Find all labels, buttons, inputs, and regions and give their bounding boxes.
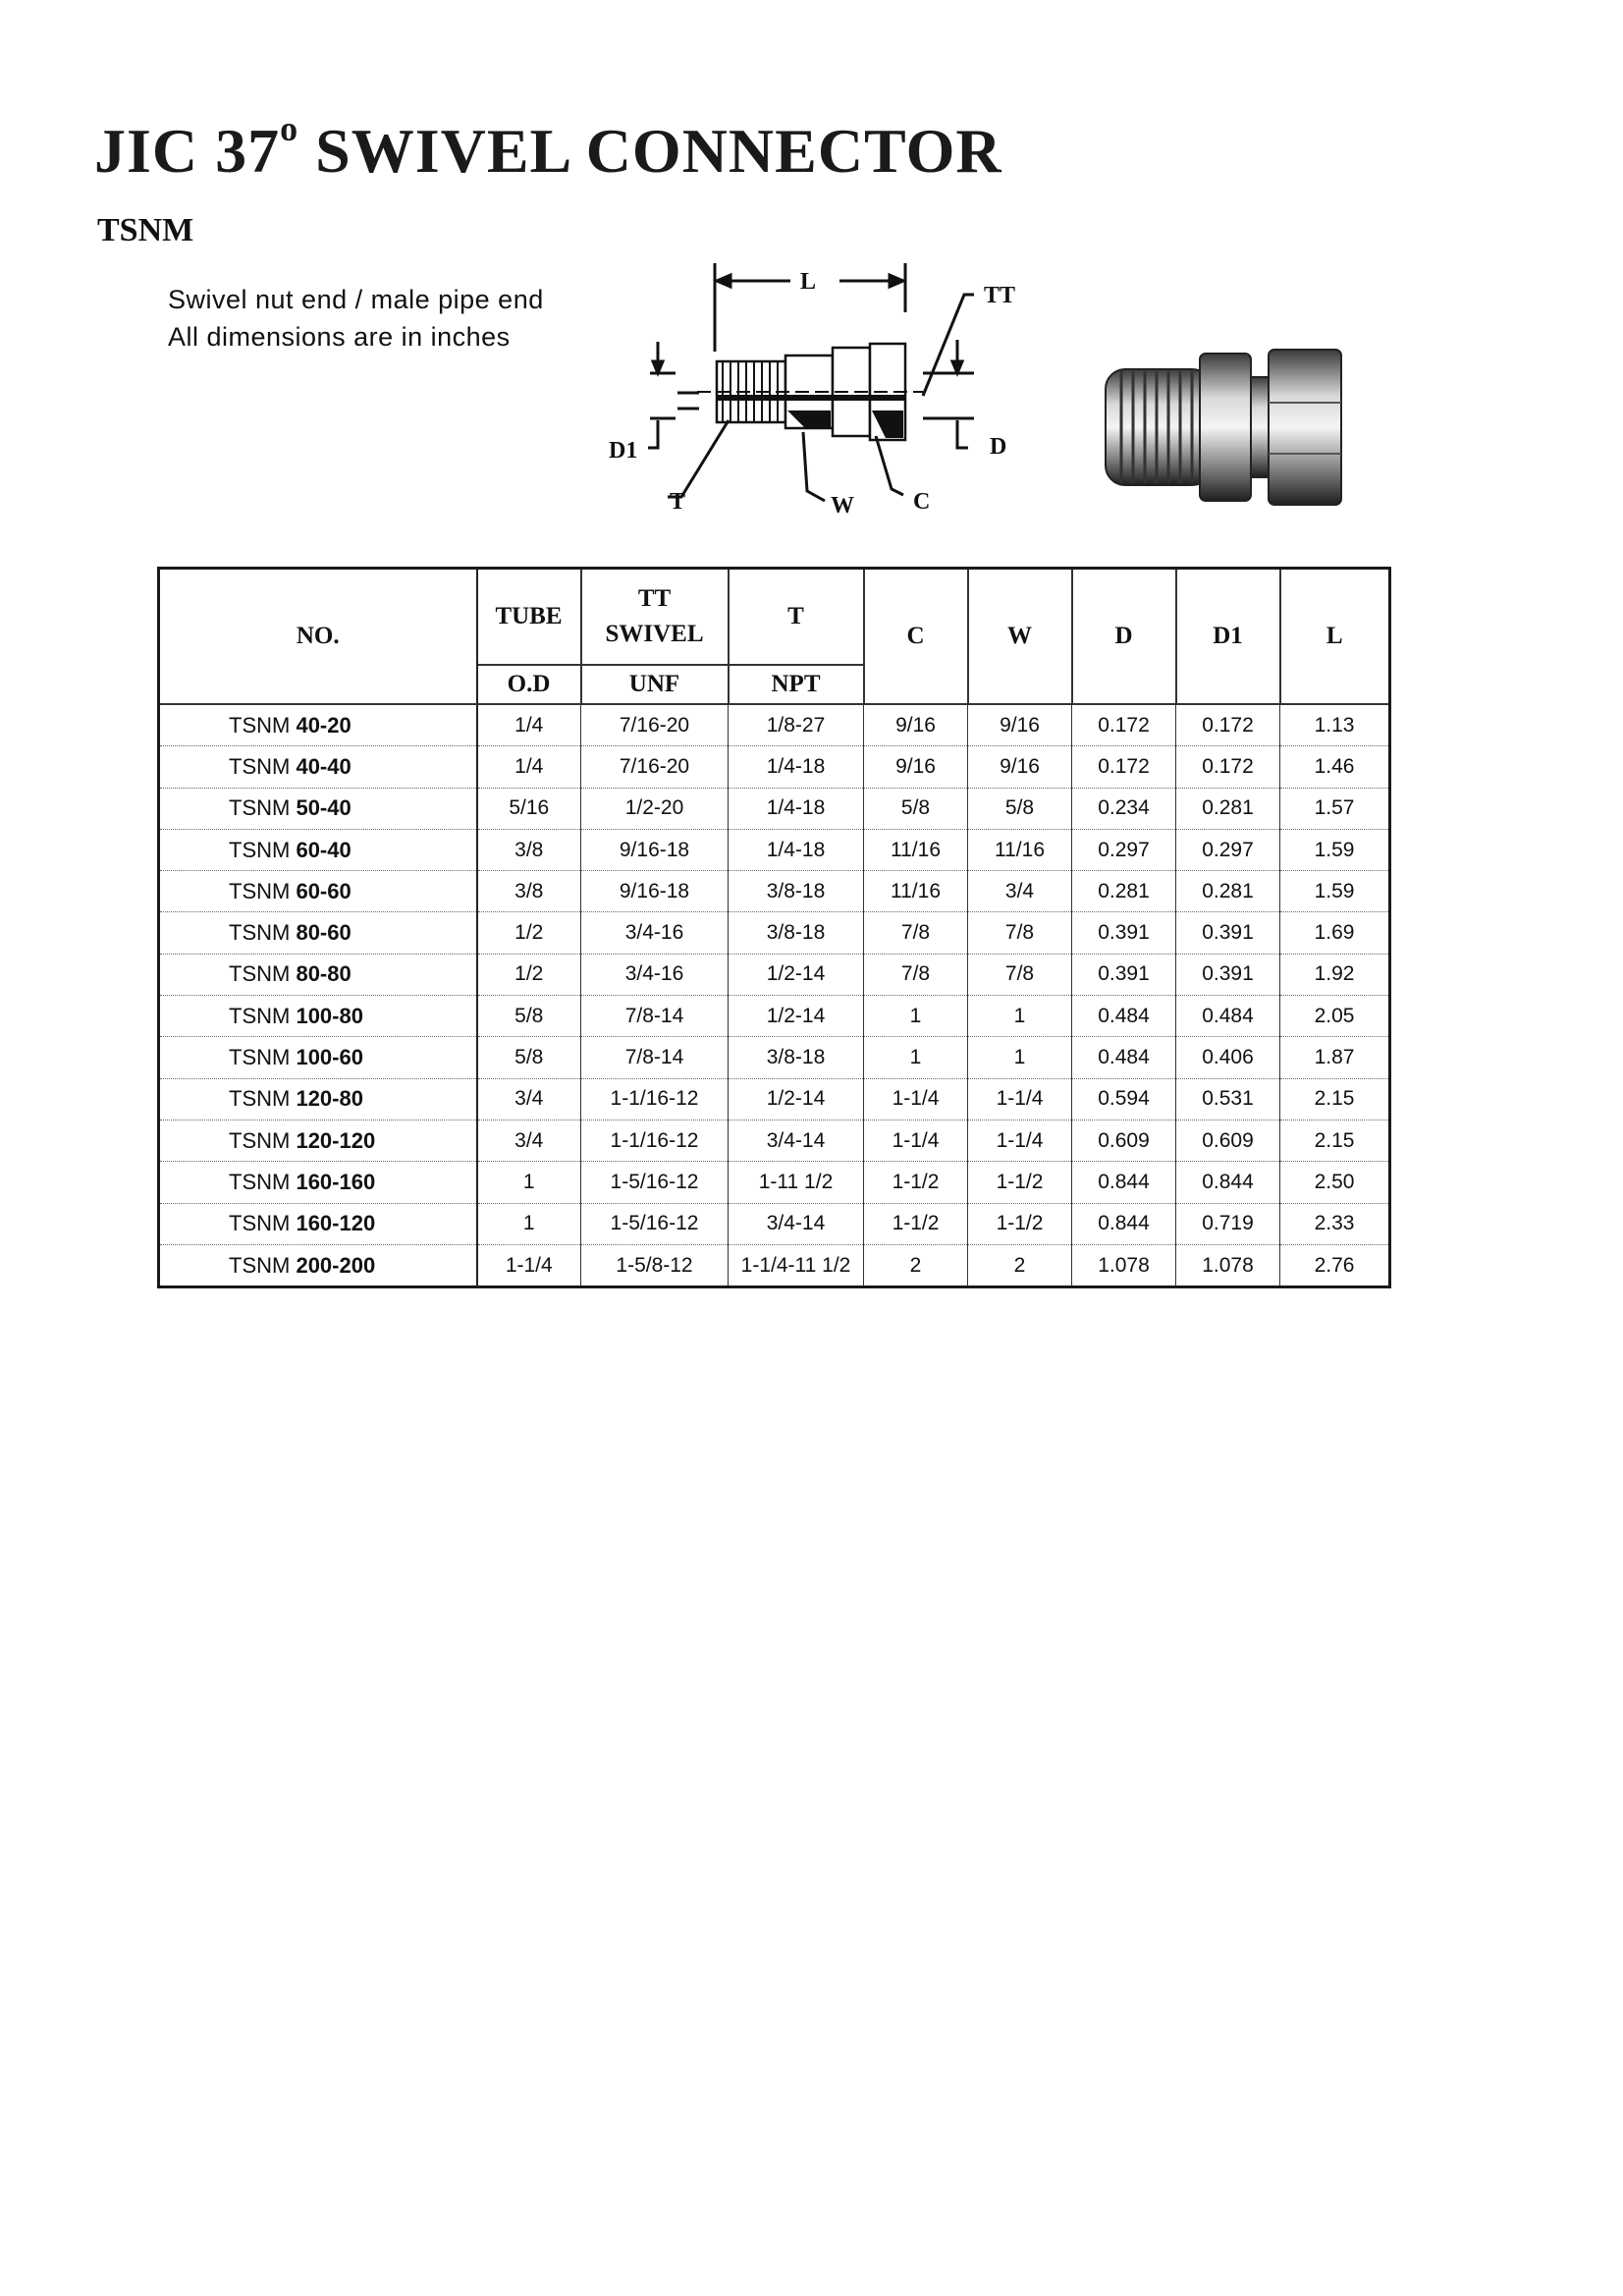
- cell-c: 11/16: [864, 829, 968, 870]
- cell-tube: 3/8: [477, 829, 581, 870]
- cell-w: 1: [968, 996, 1072, 1037]
- cell-c: 11/16: [864, 871, 968, 912]
- cell-tube: 3/8: [477, 871, 581, 912]
- header-d: D: [1072, 569, 1176, 705]
- cell-part-number: TSNM 80-80: [159, 954, 477, 995]
- cell-part-number: TSNM 120-120: [159, 1120, 477, 1161]
- header-no: NO.: [159, 569, 477, 705]
- cell-tt: 3/4-16: [581, 912, 729, 954]
- cell-tt: 7/16-20: [581, 704, 729, 746]
- cell-c: 9/16: [864, 746, 968, 788]
- cell-part-number: TSNM 100-60: [159, 1037, 477, 1078]
- cell-w: 9/16: [968, 746, 1072, 788]
- cell-part-number: TSNM 50-40: [159, 788, 477, 829]
- table-row: [159, 829, 1390, 870]
- cell-d: 1.078: [1072, 1244, 1176, 1286]
- cell-tt: 1-5/8-12: [581, 1244, 729, 1286]
- cell-c: 5/8: [864, 788, 968, 829]
- cell-t: 1/4-18: [729, 788, 864, 829]
- cell-d1: 0.281: [1176, 871, 1280, 912]
- cell-c: 7/8: [864, 954, 968, 995]
- cell-tube: 1/2: [477, 912, 581, 954]
- cell-d: 0.172: [1072, 704, 1176, 746]
- cell-t: 1/4-18: [729, 829, 864, 870]
- cell-d1: 0.281: [1176, 788, 1280, 829]
- cell-w: 11/16: [968, 829, 1072, 870]
- description-line: Swivel nut end / male pipe end: [168, 285, 544, 314]
- cell-d: 0.484: [1072, 1037, 1176, 1078]
- model-code: TSNM: [97, 212, 194, 248]
- cell-l: 1.13: [1280, 704, 1390, 746]
- table-header-row: [159, 569, 1390, 666]
- cell-t: 1/2-14: [729, 1078, 864, 1120]
- cell-d1: 1.078: [1176, 1244, 1280, 1286]
- dimension-label-l: L: [800, 269, 817, 295]
- header-d1: D1: [1176, 569, 1280, 705]
- header-tt: TT SWIVEL: [581, 569, 729, 666]
- cell-tt: 7/16-20: [581, 746, 729, 788]
- cell-d1: 0.484: [1176, 996, 1280, 1037]
- cell-c: 1-1/4: [864, 1120, 968, 1161]
- description: [168, 281, 544, 355]
- cell-part-number: TSNM 160-120: [159, 1203, 477, 1244]
- cell-d: 0.281: [1072, 871, 1176, 912]
- cell-tube: 1: [477, 1162, 581, 1203]
- page-title: JIC 37$^o$ SWIVEL CONNECTOR: [94, 109, 1002, 186]
- table-row: [159, 704, 1390, 746]
- dimension-label-t: T: [670, 489, 686, 515]
- dimension-label-d1: D1: [609, 438, 638, 464]
- dimension-label-c: C: [913, 489, 931, 515]
- cell-d: 0.297: [1072, 829, 1176, 870]
- table-row: [159, 1244, 1390, 1286]
- cell-c: 1-1/4: [864, 1078, 968, 1120]
- cell-tt: 1-5/16-12: [581, 1162, 729, 1203]
- cell-tube: 1-1/4: [477, 1244, 581, 1286]
- cell-d: 0.172: [1072, 746, 1176, 788]
- cell-d1: 0.609: [1176, 1120, 1280, 1161]
- cell-d1: 0.844: [1176, 1162, 1280, 1203]
- cell-tt: 1/2-20: [581, 788, 729, 829]
- cell-w: 3/4: [968, 871, 1072, 912]
- cell-d1: 0.297: [1176, 829, 1280, 870]
- cell-t: 1/8-27: [729, 704, 864, 746]
- table-row: [159, 1078, 1390, 1120]
- cell-c: 1: [864, 1037, 968, 1078]
- cell-l: 1.59: [1280, 829, 1390, 870]
- cell-c: 2: [864, 1244, 968, 1286]
- cell-d: 0.609: [1072, 1120, 1176, 1161]
- cell-l: 1.87: [1280, 1037, 1390, 1078]
- cell-l: 1.69: [1280, 912, 1390, 954]
- dimension-table: [157, 567, 1391, 1288]
- cell-d1: 0.406: [1176, 1037, 1280, 1078]
- table-row: [159, 912, 1390, 954]
- cell-part-number: TSNM 60-60: [159, 871, 477, 912]
- table-row: [159, 746, 1390, 788]
- cell-tt: 7/8-14: [581, 1037, 729, 1078]
- cell-part-number: TSNM 160-160: [159, 1162, 477, 1203]
- cell-tube: 5/8: [477, 996, 581, 1037]
- cell-d1: 0.391: [1176, 954, 1280, 995]
- fitting-photo: [1098, 344, 1347, 511]
- cell-t: 3/4-14: [729, 1120, 864, 1161]
- cell-w: 9/16: [968, 704, 1072, 746]
- table-row: [159, 1120, 1390, 1161]
- cell-w: 7/8: [968, 954, 1072, 995]
- cell-t: 1-11 1/2: [729, 1162, 864, 1203]
- cell-tt: 1-1/16-12: [581, 1078, 729, 1120]
- cell-t: 1-1/4-11 1/2: [729, 1244, 864, 1286]
- table-row: [159, 996, 1390, 1037]
- cell-t: 1/2-14: [729, 996, 864, 1037]
- cell-tube: 3/4: [477, 1078, 581, 1120]
- header-t: T: [729, 569, 864, 666]
- cell-d1: 0.531: [1176, 1078, 1280, 1120]
- table-row: [159, 1037, 1390, 1078]
- cell-tube: 1/4: [477, 746, 581, 788]
- cell-d: 0.234: [1072, 788, 1176, 829]
- cell-l: 2.15: [1280, 1120, 1390, 1161]
- cell-t: 1/2-14: [729, 954, 864, 995]
- fitting-dimension-diagram: [599, 263, 1060, 519]
- cell-w: 1-1/2: [968, 1162, 1072, 1203]
- cell-tube: 5/16: [477, 788, 581, 829]
- cell-w: 7/8: [968, 912, 1072, 954]
- cell-tt: 1-1/16-12: [581, 1120, 729, 1161]
- cell-t: 1/4-18: [729, 746, 864, 788]
- cell-l: 1.57: [1280, 788, 1390, 829]
- table-row: [159, 954, 1390, 995]
- table-row: [159, 1162, 1390, 1203]
- cell-tube: 1: [477, 1203, 581, 1244]
- cell-part-number: TSNM 40-40: [159, 746, 477, 788]
- cell-d: 0.391: [1072, 912, 1176, 954]
- cell-l: 2.76: [1280, 1244, 1390, 1286]
- cell-tt: 9/16-18: [581, 829, 729, 870]
- cell-part-number: TSNM 200-200: [159, 1244, 477, 1286]
- cell-t: 3/8-18: [729, 1037, 864, 1078]
- cell-tube: 3/4: [477, 1120, 581, 1161]
- table-row: [159, 788, 1390, 829]
- cell-tube: 5/8: [477, 1037, 581, 1078]
- cell-d: 0.844: [1072, 1203, 1176, 1244]
- cell-t: 3/8-18: [729, 871, 864, 912]
- description-line: All dimensions are in inches: [168, 322, 511, 352]
- header-tube: TUBE: [477, 569, 581, 666]
- cell-tt: 7/8-14: [581, 996, 729, 1037]
- cell-c: 1: [864, 996, 968, 1037]
- cell-tt: 3/4-16: [581, 954, 729, 995]
- cell-d: 0.484: [1072, 996, 1176, 1037]
- cell-d1: 0.719: [1176, 1203, 1280, 1244]
- cell-part-number: TSNM 40-20: [159, 704, 477, 746]
- cell-l: 2.15: [1280, 1078, 1390, 1120]
- subheader-tube: O.D: [477, 665, 581, 704]
- cell-tube: 1/2: [477, 954, 581, 995]
- cell-tt: 9/16-18: [581, 871, 729, 912]
- subheader-tt: UNF: [581, 665, 729, 704]
- cell-l: 1.59: [1280, 871, 1390, 912]
- cell-w: 1-1/4: [968, 1078, 1072, 1120]
- cell-part-number: TSNM 120-80: [159, 1078, 477, 1120]
- cell-l: 2.50: [1280, 1162, 1390, 1203]
- table-row: [159, 1203, 1390, 1244]
- cell-d1: 0.391: [1176, 912, 1280, 954]
- cell-w: 2: [968, 1244, 1072, 1286]
- cell-w: 1-1/2: [968, 1203, 1072, 1244]
- dimension-label-d: D: [990, 434, 1007, 460]
- cell-part-number: TSNM 100-80: [159, 996, 477, 1037]
- cell-c: 7/8: [864, 912, 968, 954]
- header-l: L: [1280, 569, 1390, 705]
- cell-tt: 1-5/16-12: [581, 1203, 729, 1244]
- cell-d1: 0.172: [1176, 746, 1280, 788]
- cell-l: 1.46: [1280, 746, 1390, 788]
- cell-tube: 1/4: [477, 704, 581, 746]
- cell-w: 5/8: [968, 788, 1072, 829]
- cell-l: 2.05: [1280, 996, 1390, 1037]
- cell-w: 1: [968, 1037, 1072, 1078]
- cell-part-number: TSNM 80-60: [159, 912, 477, 954]
- cell-d: 0.391: [1072, 954, 1176, 995]
- cell-d: 0.594: [1072, 1078, 1176, 1120]
- cell-t: 3/8-18: [729, 912, 864, 954]
- cell-w: 1-1/4: [968, 1120, 1072, 1161]
- cell-part-number: TSNM 60-40: [159, 829, 477, 870]
- cell-c: 9/16: [864, 704, 968, 746]
- subheader-t: NPT: [729, 665, 864, 704]
- header-c: C: [864, 569, 968, 705]
- header-w: W: [968, 569, 1072, 705]
- cell-l: 1.92: [1280, 954, 1390, 995]
- cell-d1: 0.172: [1176, 704, 1280, 746]
- dimension-label-tt: TT: [984, 283, 1016, 308]
- dimension-label-w: W: [831, 493, 854, 519]
- cell-l: 2.33: [1280, 1203, 1390, 1244]
- cell-c: 1-1/2: [864, 1162, 968, 1203]
- table-row: [159, 871, 1390, 912]
- cell-t: 3/4-14: [729, 1203, 864, 1244]
- cell-d: 0.844: [1072, 1162, 1176, 1203]
- cell-c: 1-1/2: [864, 1203, 968, 1244]
